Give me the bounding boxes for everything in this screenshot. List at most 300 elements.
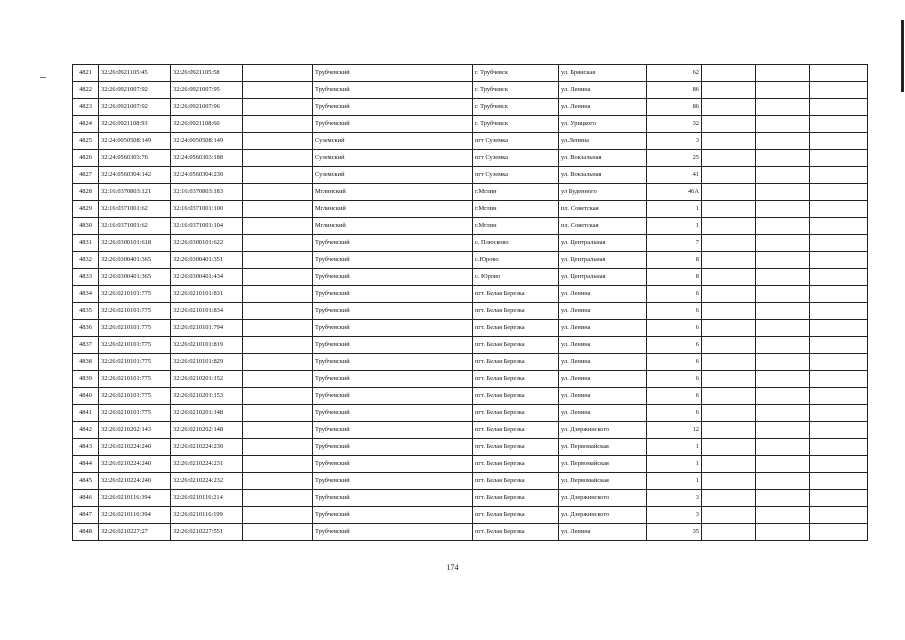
- table-row: [73, 65, 868, 82]
- row-number-cell: 4831: [73, 235, 99, 252]
- extra-column-1-cell: [702, 507, 756, 524]
- extra-column-2-cell: [756, 235, 810, 252]
- house-number-cell: 46А: [647, 184, 702, 201]
- extra-column-3-cell: [810, 439, 868, 456]
- locality-cell: пгт. Белая Березка: [473, 524, 559, 541]
- parent-cadastral-number-cell: 32:26:0210116:394: [99, 490, 171, 507]
- extra-column-1-cell: [702, 371, 756, 388]
- blank-column-cell: [243, 490, 313, 507]
- blank-column-cell: [243, 82, 313, 99]
- district-cell: Суземский: [313, 150, 473, 167]
- parent-cadastral-number-cell: 32:26:0300401:365: [99, 269, 171, 286]
- row-number-cell: 4829: [73, 201, 99, 218]
- parent-cadastral-number-cell: 32:16:0370803:121: [99, 184, 171, 201]
- row-number-cell: 4823: [73, 99, 99, 116]
- row-number-cell: 4840: [73, 388, 99, 405]
- locality-cell: г.Мглин: [473, 201, 559, 218]
- house-number-cell: 6: [647, 405, 702, 422]
- extra-column-1-cell: [702, 473, 756, 490]
- district-cell: Суземский: [313, 167, 473, 184]
- extra-column-2-cell: [756, 320, 810, 337]
- extra-column-1-cell: [702, 354, 756, 371]
- cadastral-number-cell: 32:26:0300401:351: [171, 252, 243, 269]
- cadastral-number-cell: 32:26:0210101:831: [171, 286, 243, 303]
- locality-cell: пгт Суземка: [473, 150, 559, 167]
- extra-column-2-cell: [756, 150, 810, 167]
- cadastral-number-cell: 32:16:0371001:100: [171, 201, 243, 218]
- house-number-cell: 8: [647, 252, 702, 269]
- table-row: [73, 286, 868, 303]
- extra-column-2-cell: [756, 65, 810, 82]
- row-number-cell: 4847: [73, 507, 99, 524]
- extra-column-2-cell: [756, 439, 810, 456]
- row-number-cell: 4824: [73, 116, 99, 133]
- table-row: [73, 269, 868, 286]
- extra-column-3-cell: [810, 201, 868, 218]
- extra-column-3-cell: [810, 456, 868, 473]
- cadastral-number-cell: 32:24:0050508:149: [171, 133, 243, 150]
- street-cell: ул. Дзержинского: [559, 422, 647, 439]
- district-cell: Мглинский: [313, 201, 473, 218]
- table-row: [73, 507, 868, 524]
- extra-column-2-cell: [756, 405, 810, 422]
- extra-column-1-cell: [702, 99, 756, 116]
- house-number-cell: 3: [647, 507, 702, 524]
- blank-column-cell: [243, 65, 313, 82]
- street-cell: ул. Ленина: [559, 524, 647, 541]
- parent-cadastral-number-cell: 32:26:0921105:45: [99, 65, 171, 82]
- row-number-cell: 4830: [73, 218, 99, 235]
- house-number-cell: 1: [647, 439, 702, 456]
- blank-column-cell: [243, 286, 313, 303]
- locality-cell: пгт. Белая Березка: [473, 439, 559, 456]
- extra-column-3-cell: [810, 286, 868, 303]
- district-cell: Мглинский: [313, 218, 473, 235]
- house-number-cell: 6: [647, 354, 702, 371]
- registry-body: [73, 65, 868, 541]
- blank-column-cell: [243, 252, 313, 269]
- district-cell: Трубчевский: [313, 320, 473, 337]
- district-cell: Трубчевский: [313, 490, 473, 507]
- row-number-cell: 4837: [73, 337, 99, 354]
- cadastral-number-cell: 32:26:0300401:434: [171, 269, 243, 286]
- parent-cadastral-number-cell: 32:26:0210101:775: [99, 405, 171, 422]
- parent-cadastral-number-cell: 32:26:0210116:394: [99, 507, 171, 524]
- locality-cell: г. Трубчевск: [473, 116, 559, 133]
- table-row: [73, 422, 868, 439]
- parent-cadastral-number-cell: 32:26:0921007:92: [99, 82, 171, 99]
- locality-cell: пгт. Белая Березка: [473, 303, 559, 320]
- blank-column-cell: [243, 405, 313, 422]
- extra-column-3-cell: [810, 354, 868, 371]
- cadastral-number-cell: 32:26:0210201:152: [171, 371, 243, 388]
- scan-edge-shadow: [901, 20, 904, 92]
- house-number-cell: 7: [647, 235, 702, 252]
- blank-column-cell: [243, 320, 313, 337]
- house-number-cell: 12: [647, 422, 702, 439]
- extra-column-1-cell: [702, 439, 756, 456]
- locality-cell: пгт. Белая Березка: [473, 422, 559, 439]
- house-number-cell: 41: [647, 167, 702, 184]
- extra-column-3-cell: [810, 116, 868, 133]
- extra-column-3-cell: [810, 320, 868, 337]
- extra-column-2-cell: [756, 337, 810, 354]
- blank-column-cell: [243, 354, 313, 371]
- blank-column-cell: [243, 235, 313, 252]
- scan-margin-mark: [40, 77, 46, 78]
- cadastral-number-cell: 32:26:0921105:58: [171, 65, 243, 82]
- row-number-cell: 4838: [73, 354, 99, 371]
- district-cell: Трубчевский: [313, 456, 473, 473]
- extra-column-3-cell: [810, 524, 868, 541]
- extra-column-1-cell: [702, 337, 756, 354]
- district-cell: Трубчевский: [313, 388, 473, 405]
- house-number-cell: 8: [647, 269, 702, 286]
- row-number-cell: 4835: [73, 303, 99, 320]
- house-number-cell: 1: [647, 473, 702, 490]
- extra-column-3-cell: [810, 337, 868, 354]
- street-cell: ул. Дзержинского: [559, 490, 647, 507]
- cadastral-number-cell: 32:16:0370803:183: [171, 184, 243, 201]
- blank-column-cell: [243, 218, 313, 235]
- cadastral-number-cell: 32:26:0921007:96: [171, 99, 243, 116]
- table-row: [73, 235, 868, 252]
- parent-cadastral-number-cell: 32:26:0921108:93: [99, 116, 171, 133]
- parent-cadastral-number-cell: 32:26:0210101:775: [99, 354, 171, 371]
- locality-cell: пгт. Белая Березка: [473, 354, 559, 371]
- extra-column-2-cell: [756, 133, 810, 150]
- row-number-cell: 4839: [73, 371, 99, 388]
- extra-column-1-cell: [702, 320, 756, 337]
- locality-cell: пгт. Белая Березка: [473, 490, 559, 507]
- extra-column-2-cell: [756, 167, 810, 184]
- house-number-cell: 6: [647, 286, 702, 303]
- extra-column-3-cell: [810, 405, 868, 422]
- table-row: [73, 456, 868, 473]
- extra-column-3-cell: [810, 473, 868, 490]
- blank-column-cell: [243, 371, 313, 388]
- row-number-cell: 4845: [73, 473, 99, 490]
- street-cell: ул. Ленина: [559, 303, 647, 320]
- locality-cell: пгт Суземка: [473, 133, 559, 150]
- extra-column-1-cell: [702, 167, 756, 184]
- district-cell: Трубчевский: [313, 354, 473, 371]
- parent-cadastral-number-cell: 32:26:0210202:143: [99, 422, 171, 439]
- district-cell: Трубчевский: [313, 439, 473, 456]
- blank-column-cell: [243, 439, 313, 456]
- house-number-cell: 6: [647, 388, 702, 405]
- extra-column-1-cell: [702, 422, 756, 439]
- house-number-cell: 6: [647, 320, 702, 337]
- house-number-cell: 62: [647, 65, 702, 82]
- district-cell: Трубчевский: [313, 473, 473, 490]
- extra-column-1-cell: [702, 184, 756, 201]
- district-cell: Трубчевский: [313, 507, 473, 524]
- house-number-cell: 35: [647, 524, 702, 541]
- row-number-cell: 4846: [73, 490, 99, 507]
- blank-column-cell: [243, 473, 313, 490]
- house-number-cell: 32: [647, 116, 702, 133]
- blank-column-cell: [243, 269, 313, 286]
- row-number-cell: 4827: [73, 167, 99, 184]
- extra-column-1-cell: [702, 201, 756, 218]
- extra-column-1-cell: [702, 133, 756, 150]
- extra-column-3-cell: [810, 490, 868, 507]
- blank-column-cell: [243, 337, 313, 354]
- district-cell: Суземский: [313, 133, 473, 150]
- street-cell: ул.Ленина: [559, 133, 647, 150]
- cadastral-number-cell: 32:26:0210227:551: [171, 524, 243, 541]
- table-row: [73, 252, 868, 269]
- extra-column-1-cell: [702, 405, 756, 422]
- extra-column-1-cell: [702, 218, 756, 235]
- extra-column-2-cell: [756, 184, 810, 201]
- house-number-cell: 86: [647, 82, 702, 99]
- extra-column-2-cell: [756, 524, 810, 541]
- locality-cell: г.Мглин: [473, 184, 559, 201]
- parent-cadastral-number-cell: 32:26:0210101:775: [99, 371, 171, 388]
- street-cell: пл. Советская: [559, 201, 647, 218]
- table-row: [73, 405, 868, 422]
- row-number-cell: 4828: [73, 184, 99, 201]
- street-cell: ул. Ленина: [559, 337, 647, 354]
- locality-cell: пгт. Белая Березка: [473, 473, 559, 490]
- extra-column-3-cell: [810, 235, 868, 252]
- extra-column-1-cell: [702, 82, 756, 99]
- parent-cadastral-number-cell: 32:26:0210101:775: [99, 320, 171, 337]
- extra-column-3-cell: [810, 252, 868, 269]
- cadastral-number-cell: 32:26:0921007:95: [171, 82, 243, 99]
- blank-column-cell: [243, 303, 313, 320]
- locality-cell: г. Трубчевск: [473, 65, 559, 82]
- parent-cadastral-number-cell: 32:26:0921007:92: [99, 99, 171, 116]
- cadastral-number-cell: 32:26:0921108:60: [171, 116, 243, 133]
- house-number-cell: 3: [647, 133, 702, 150]
- extra-column-2-cell: [756, 422, 810, 439]
- table-row: [73, 201, 868, 218]
- extra-column-1-cell: [702, 252, 756, 269]
- cadastral-number-cell: 32:26:0210224:232: [171, 473, 243, 490]
- extra-column-2-cell: [756, 303, 810, 320]
- extra-column-2-cell: [756, 354, 810, 371]
- extra-column-1-cell: [702, 490, 756, 507]
- parent-cadastral-number-cell: 32:26:0210101:775: [99, 286, 171, 303]
- parent-cadastral-number-cell: 32:16:0371001:62: [99, 201, 171, 218]
- extra-column-2-cell: [756, 201, 810, 218]
- street-cell: ул Буденного: [559, 184, 647, 201]
- locality-cell: г. Трубчевск: [473, 99, 559, 116]
- parent-cadastral-number-cell: 32:26:0300101:618: [99, 235, 171, 252]
- row-number-cell: 4843: [73, 439, 99, 456]
- extra-column-1-cell: [702, 456, 756, 473]
- row-number-cell: 4832: [73, 252, 99, 269]
- street-cell: ул. Ленина: [559, 371, 647, 388]
- parent-cadastral-number-cell: 32:24:0560304:142: [99, 167, 171, 184]
- parent-cadastral-number-cell: 32:24:0560303:76: [99, 150, 171, 167]
- cadastral-number-cell: 32:26:0210101:834: [171, 303, 243, 320]
- extra-column-3-cell: [810, 82, 868, 99]
- street-cell: ул. Ленина: [559, 405, 647, 422]
- extra-column-1-cell: [702, 65, 756, 82]
- street-cell: ул. Центральная: [559, 269, 647, 286]
- extra-column-2-cell: [756, 456, 810, 473]
- parent-cadastral-number-cell: 32:26:0210227:27: [99, 524, 171, 541]
- district-cell: Трубчевский: [313, 303, 473, 320]
- district-cell: Трубчевский: [313, 286, 473, 303]
- table-row: [73, 150, 868, 167]
- parent-cadastral-number-cell: 32:26:0210224:240: [99, 456, 171, 473]
- table-row: [73, 133, 868, 150]
- blank-column-cell: [243, 116, 313, 133]
- cadastral-number-cell: 32:26:0210116:199: [171, 507, 243, 524]
- row-number-cell: 4834: [73, 286, 99, 303]
- blank-column-cell: [243, 133, 313, 150]
- blank-column-cell: [243, 524, 313, 541]
- row-number-cell: 4848: [73, 524, 99, 541]
- row-number-cell: 4826: [73, 150, 99, 167]
- locality-cell: пгт Суземка: [473, 167, 559, 184]
- street-cell: ул. Дзержинского: [559, 507, 647, 524]
- extra-column-1-cell: [702, 303, 756, 320]
- table-row: [73, 82, 868, 99]
- cadastral-number-cell: 32:16:0371001:104: [171, 218, 243, 235]
- street-cell: ул. Ленина: [559, 354, 647, 371]
- extra-column-3-cell: [810, 388, 868, 405]
- extra-column-3-cell: [810, 371, 868, 388]
- street-cell: ул. Первомайская: [559, 473, 647, 490]
- house-number-cell: 1: [647, 201, 702, 218]
- extra-column-3-cell: [810, 65, 868, 82]
- street-cell: ул. Ленина: [559, 82, 647, 99]
- district-cell: Трубчевский: [313, 99, 473, 116]
- blank-column-cell: [243, 201, 313, 218]
- table-row: [73, 320, 868, 337]
- extra-column-1-cell: [702, 116, 756, 133]
- street-cell: ул. Вокзальная: [559, 167, 647, 184]
- row-number-cell: 4836: [73, 320, 99, 337]
- cadastral-number-cell: 32:26:0210202:148: [171, 422, 243, 439]
- cadastral-number-cell: 32:26:0210201:153: [171, 388, 243, 405]
- extra-column-1-cell: [702, 286, 756, 303]
- street-cell: ул. Первомайская: [559, 439, 647, 456]
- district-cell: Трубчевский: [313, 524, 473, 541]
- street-cell: ул. Вокзальная: [559, 150, 647, 167]
- cadastral-number-cell: 32:26:0210224:231: [171, 456, 243, 473]
- table-row: [73, 167, 868, 184]
- table-row: [73, 439, 868, 456]
- table-row: [73, 388, 868, 405]
- street-cell: ул. Ленина: [559, 286, 647, 303]
- extra-column-3-cell: [810, 507, 868, 524]
- page-number: 174: [446, 563, 459, 572]
- street-cell: ул. Центральная: [559, 235, 647, 252]
- extra-column-3-cell: [810, 150, 868, 167]
- table-row: [73, 99, 868, 116]
- row-number-cell: 4844: [73, 456, 99, 473]
- locality-cell: пгт. Белая Березка: [473, 286, 559, 303]
- district-cell: Трубчевский: [313, 116, 473, 133]
- blank-column-cell: [243, 507, 313, 524]
- extra-column-2-cell: [756, 371, 810, 388]
- locality-cell: г.Мглин: [473, 218, 559, 235]
- row-number-cell: 4825: [73, 133, 99, 150]
- locality-cell: пгт. Белая Березка: [473, 388, 559, 405]
- parent-cadastral-number-cell: 32:26:0210101:775: [99, 388, 171, 405]
- extra-column-2-cell: [756, 82, 810, 99]
- house-number-cell: 86: [647, 99, 702, 116]
- district-cell: Трубчевский: [313, 269, 473, 286]
- street-cell: ул. Центральная: [559, 252, 647, 269]
- cadastral-number-cell: 32:24:0560304:230: [171, 167, 243, 184]
- extra-column-1-cell: [702, 235, 756, 252]
- extra-column-2-cell: [756, 218, 810, 235]
- street-cell: ул. Ленина: [559, 99, 647, 116]
- extra-column-1-cell: [702, 269, 756, 286]
- cadastral-number-cell: 32:24:0560303:188: [171, 150, 243, 167]
- locality-cell: пгт. Белая Березка: [473, 456, 559, 473]
- extra-column-2-cell: [756, 388, 810, 405]
- row-number-cell: 4841: [73, 405, 99, 422]
- blank-column-cell: [243, 456, 313, 473]
- house-number-cell: 6: [647, 371, 702, 388]
- house-number-cell: 1: [647, 218, 702, 235]
- district-cell: Трубчевский: [313, 405, 473, 422]
- house-number-cell: 25: [647, 150, 702, 167]
- extra-column-3-cell: [810, 133, 868, 150]
- table-row: [73, 473, 868, 490]
- house-number-cell: 6: [647, 303, 702, 320]
- locality-cell: с. Плюсково: [473, 235, 559, 252]
- extra-column-2-cell: [756, 490, 810, 507]
- row-number-cell: 4833: [73, 269, 99, 286]
- street-cell: ул. Урицкого: [559, 116, 647, 133]
- locality-cell: пгт. Белая Березка: [473, 405, 559, 422]
- blank-column-cell: [243, 184, 313, 201]
- parent-cadastral-number-cell: 32:16:0371001:62: [99, 218, 171, 235]
- parent-cadastral-number-cell: 32:26:0300401:365: [99, 252, 171, 269]
- blank-column-cell: [243, 99, 313, 116]
- table-row: [73, 184, 868, 201]
- street-cell: ул. Первомайская: [559, 456, 647, 473]
- extra-column-1-cell: [702, 524, 756, 541]
- cadastral-number-cell: 32:26:0300101:622: [171, 235, 243, 252]
- extra-column-3-cell: [810, 422, 868, 439]
- extra-column-2-cell: [756, 286, 810, 303]
- parent-cadastral-number-cell: 32:24:0050508:149: [99, 133, 171, 150]
- district-cell: Трубчевский: [313, 371, 473, 388]
- locality-cell: г. Трубчевск: [473, 82, 559, 99]
- district-cell: Трубчевский: [313, 235, 473, 252]
- table-row: [73, 354, 868, 371]
- cadastral-number-cell: 32:26:0210116:214: [171, 490, 243, 507]
- extra-column-3-cell: [810, 184, 868, 201]
- locality-cell: пгт. Белая Березка: [473, 371, 559, 388]
- cadastral-number-cell: 32:26:0210101:794: [171, 320, 243, 337]
- cadastral-number-cell: 32:26:0210101:829: [171, 354, 243, 371]
- row-number-cell: 4821: [73, 65, 99, 82]
- table-row: [73, 218, 868, 235]
- house-number-cell: 1: [647, 456, 702, 473]
- house-number-cell: 6: [647, 337, 702, 354]
- locality-cell: с.Юрово: [473, 252, 559, 269]
- cadastral-number-cell: 32:26:0210201:148: [171, 405, 243, 422]
- house-number-cell: 3: [647, 490, 702, 507]
- district-cell: Мглинский: [313, 184, 473, 201]
- extra-column-2-cell: [756, 116, 810, 133]
- extra-column-2-cell: [756, 473, 810, 490]
- locality-cell: с. Юрово: [473, 269, 559, 286]
- table-row: [73, 337, 868, 354]
